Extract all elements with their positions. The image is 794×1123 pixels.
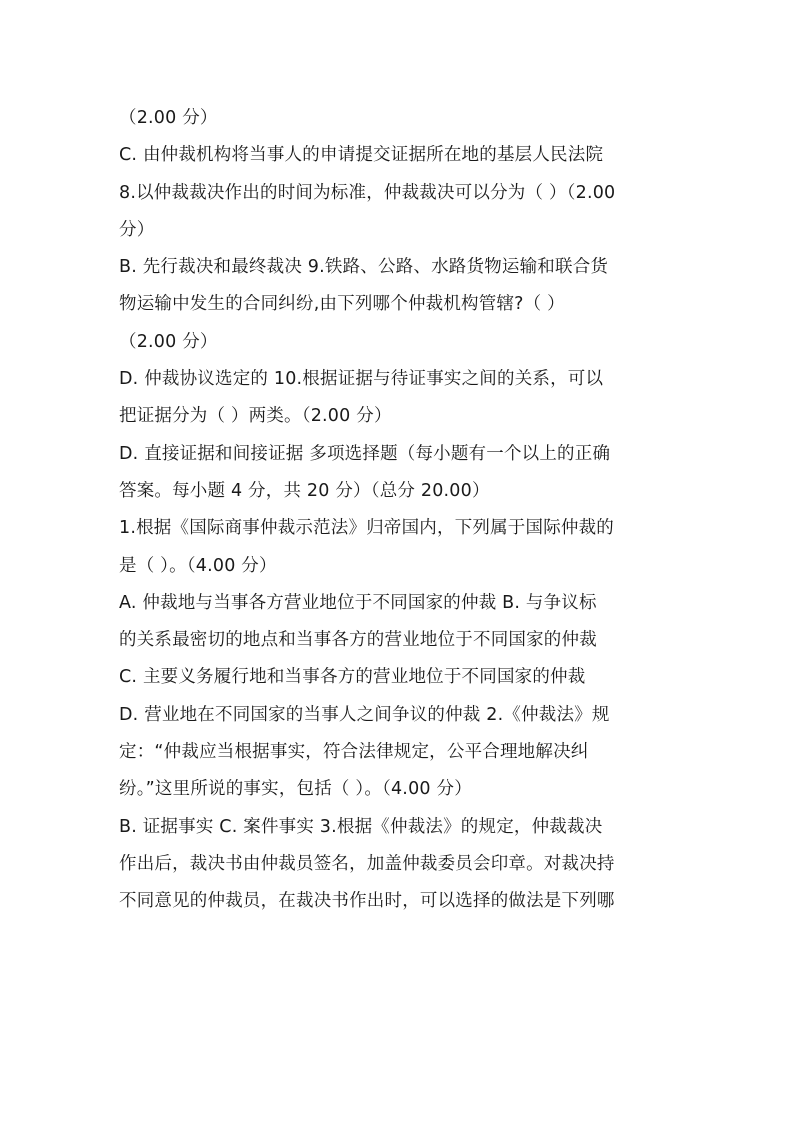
text-line: 定：“仲裁应当根据事实，符合法律规定，公平合理地解决纠 bbox=[119, 742, 589, 763]
text-line: （2.00 分） bbox=[119, 331, 218, 352]
text-line: 物运输中发生的合同纠纷,由下列哪个仲裁机构管辖?（ ） bbox=[119, 294, 565, 315]
text-line: 1.根据《国际商事仲裁示范法》归帝国内，下列属于国际仲裁的 bbox=[119, 518, 614, 539]
text-line: B. 证据事实 C. 案件事实 3.根据《仲裁法》的规定，仲裁裁决 bbox=[119, 816, 603, 837]
text-line: B. 先行裁决和最终裁决 9.铁路、公路、水路货物运输和联合货 bbox=[119, 257, 609, 278]
text-line: 答案。每小题 4 分，共 20 分）（总分 20.00） bbox=[119, 480, 490, 501]
text-line: D. 直接证据和间接证据 多项选择题（每小题有一个以上的正确 bbox=[119, 443, 611, 464]
text-line: D. 仲裁协议选定的 10.根据证据与待证事实之间的关系，可以 bbox=[119, 369, 604, 390]
text-line: 分） bbox=[119, 219, 155, 240]
text-line: 8.以仲裁裁决作出的时间为标准，仲裁裁决可以分为（ ）（2.00 bbox=[119, 182, 616, 203]
text-line: 不同意见的仲裁员，在裁决书作出时，可以选择的做法是下列哪 bbox=[119, 891, 615, 912]
text-line: 是（ ）。（4.00 分） bbox=[119, 555, 277, 576]
text-line: 纷。”这里所说的事实，包括（ ）。（4.00 分） bbox=[119, 779, 472, 800]
text-line: C. 由仲裁机构将当事人的申请提交证据所在地的基层人民法院 bbox=[119, 145, 604, 166]
text-line: C. 主要义务履行地和当事各方的营业地位于不同国家的仲裁 bbox=[119, 667, 586, 688]
text-line: 把证据分为（ ）两类。（2.00 分） bbox=[119, 406, 392, 427]
document-body bbox=[119, 100, 689, 921]
text-line: 的关系最密切的地点和当事各方的营业地位于不同国家的仲裁 bbox=[119, 630, 597, 651]
text-line: D. 营业地在不同国家的当事人之间争议的仲裁 2.《仲裁法》规 bbox=[119, 704, 610, 725]
text-line: （2.00 分） bbox=[119, 108, 218, 128]
text-line: 作出后，裁决书由仲裁员签名，加盖仲裁委员会印章。对裁决持 bbox=[119, 853, 615, 874]
text-line: A. 仲裁地与当事各方营业地位于不同国家的仲裁 B. 与争议标 bbox=[119, 592, 597, 613]
